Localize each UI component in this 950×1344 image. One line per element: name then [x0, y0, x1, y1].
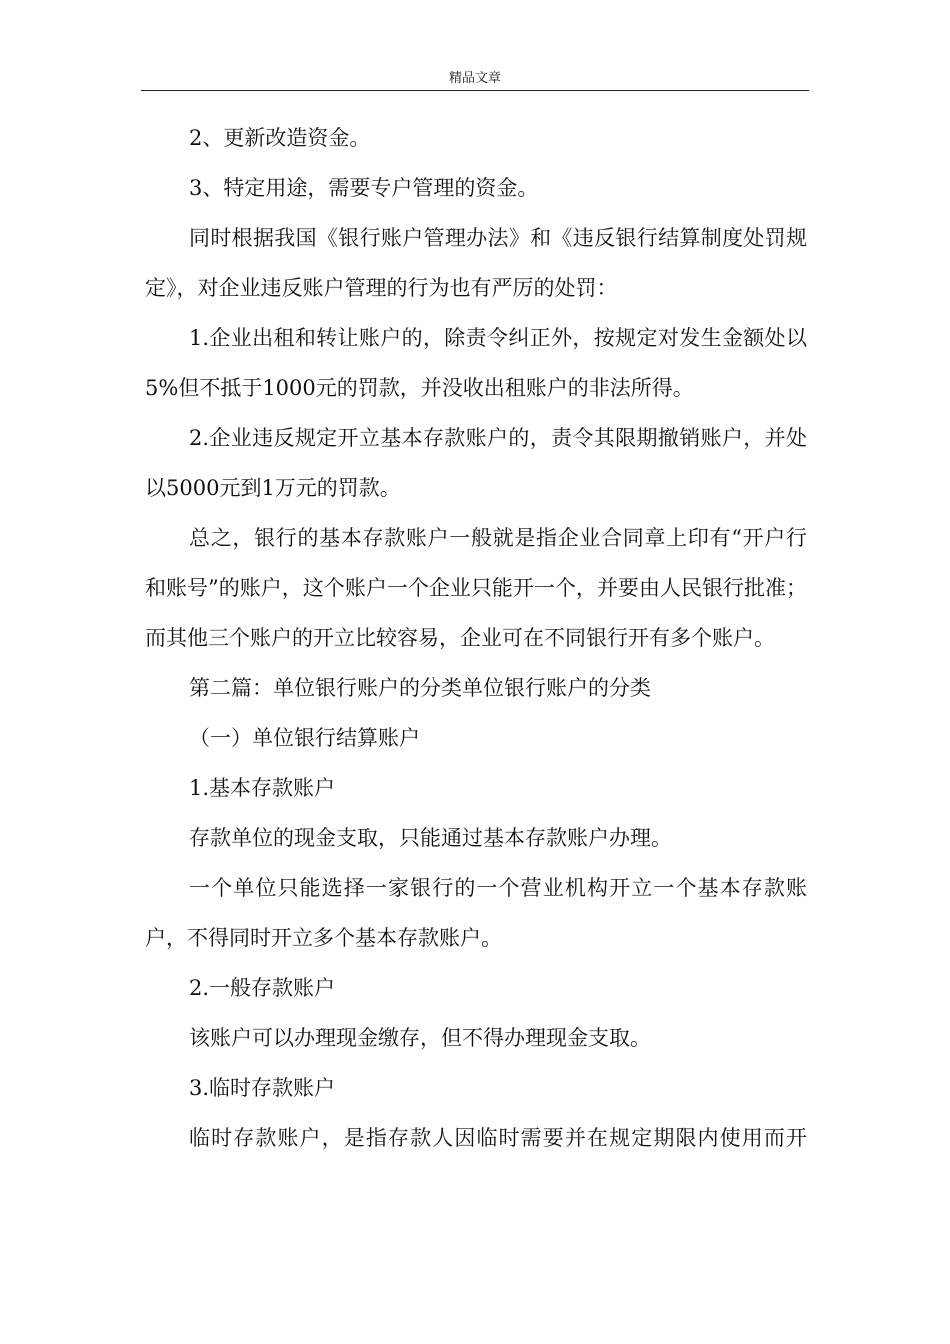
paragraph: 1.企业出租和转让账户的，除责令纠正外，按规定对发生金额处以5%但不抵于1000元的罚款，并没收出租账户的非法所得。: [145, 326, 807, 400]
paragraph: 3、特定用途，需要专户管理的资金。: [189, 176, 539, 200]
document-body: [145, 113, 807, 1163]
item-heading: 2.一般存款账户: [189, 976, 336, 1000]
paragraph: 存款单位的现金支取，只能通过基本存款账户办理。: [189, 826, 672, 850]
section-heading: 第二篇：单位银行账户的分类单位银行账户的分类: [189, 676, 651, 700]
paragraph: 2.企业违反规定开立基本存款账户的，责令其限期撤销账户，并处以5000元到1万元的罚款。: [145, 426, 807, 500]
paragraph: 临时存款账户，是指存款人因临时需要并在规定期限内使用而开: [189, 1126, 807, 1150]
paragraph: 总之，银行的基本存款账户一般就是指企业合同章上印有“开户行和账号”的账户，这个账户一个企业只能开一个，并要由人民银行批准；而其他三个账户的开立比较容易，企业可在不同银行开有多个账户。: [145, 526, 807, 650]
paragraph: 该账户可以办理现金缴存，但不得办理现金支取。: [189, 1026, 651, 1050]
paragraph: 2、更新改造资金。: [189, 126, 371, 150]
subsection-heading: （一）单位银行结算账户: [189, 726, 420, 750]
page-header: [141, 72, 809, 91]
paragraph: 同时根据我国《银行账户管理办法》和《违反银行结算制度处罚规定》，对企业违反账户管理的行为也有严厉的处罚：: [145, 226, 807, 300]
item-heading: 3.临时存款账户: [189, 1076, 336, 1100]
header-title: 精品文章: [448, 71, 501, 86]
paragraph: 一个单位只能选择一家银行的一个营业机构开立一个基本存款账户，不得同时开立多个基本存款账户。: [145, 876, 807, 950]
item-heading: 1.基本存款账户: [189, 776, 336, 800]
